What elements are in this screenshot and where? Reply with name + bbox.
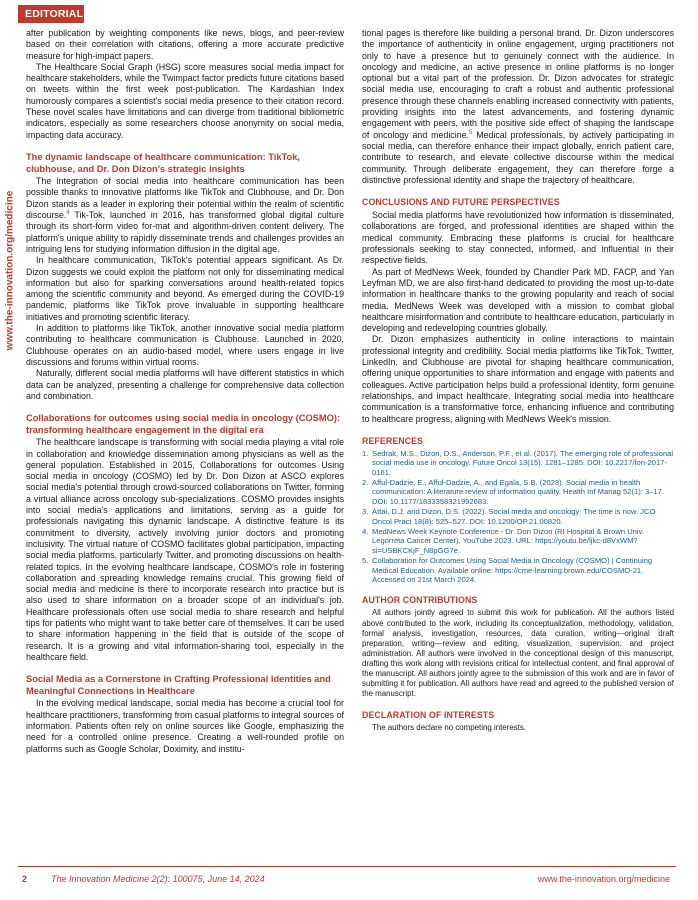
reference-text: Collaboration for Outcomes Using Social Media in Oncology (COSMO) | Continuing Medical Education. Available online: https://cme-learning.brown.edu/COSMO-21. Accessed on 21st March 2024. — [372, 556, 653, 585]
reference-text: Attai, D.J. and Dizon, D.S. (2022). Social media and oncology: The time is now. JCO Oncol Pract 18(8): 525–527. DOI: 10.1200/OP.21.00820. — [372, 507, 656, 526]
section-heading: Social Media as a Cornerstone in Crafting Professional Identities and Meaningful Connections in Healthcare — [26, 674, 331, 696]
paragraph-text: The integration of social media into healthcare communication has been possible thanks to innovative platforms like TikTok and Clubhouse, and Dr. Don Dizon stands as a leader in exploring their potential within the realm of scientific discourse. — [26, 176, 344, 221]
paragraph: Dr. Dizon emphasizes authenticity in online interactions to maintain professional integrity and credibility. Social media platforms like TikTok, Twitter, LinkedIn, and Clubhouse are pivotal for shaping healthcare communication, offering unique opportunities to share information and engage with patients and colleagues. Active participation helps build a professional identity, form genuine relationships, and impact healthcare. Integrating social media into healthcare communication is a transformative force, enhancing influence and contributing to healthcare progress, aligning with MedNews Week's mission. — [362, 334, 674, 424]
citation-marker[interactable]: 4 — [66, 210, 70, 217]
reference-list — [362, 449, 674, 585]
reference-text: MedNews Week Keynote Conference - Dr. Don Dizon (RI Hospital & Brown Univ. Legorreta Cancer Center). YouTube 2023. URL: https://youtu.be/ljkc-d8VxWM?si=USBKCKjF_N8pGG7e. — [372, 527, 644, 555]
page-number: 2 — [22, 874, 28, 884]
section-heading: REFERENCES — [362, 435, 424, 446]
paragraph — [362, 28, 674, 186]
section-heading: AUTHOR CONTRIBUTIONS — [362, 595, 478, 606]
paragraph: The authors declare no competing interests. — [372, 723, 526, 733]
paragraph: The healthcare landscape is transforming with social media playing a vital role in collaboration and knowledge dissemination among physicians as well as the general population. Established in 2015, Collaborations for outcomes Using social media in oncology (COSMO) led by Dr. Don Dizon at ASCO explores social media's potential through crowd-sourced collaborations on Twitter, forming a virtual alliance across oncology sub-specializations. COSMO provides insights into social media's applications and limitations, serving as a guide for professionals navigating this dynamic landscape. A distinctive feature is its commitment to diversity, actively involving junior doctors and promoting inclusivity. The virtual nature of COSMO facilitates global participation, impacting social media platforms, particularly Twitter, and promoting discussions on health-related topics. In the evolving healthcare landscape, COSMO's role in fostering collaboration and spreading knowledge remains crucial. This growing field of social media and medicine is there to incorporate research into practice but is also used to share information on a broader scope of an individual's job. Healthcare professionals often use social media to share research and helpful tips for patients who might want to take better care of themselves. It can be used to share information happening in the field that is outside of the scope of research. It is a growing and vital information-sharing tool, especially in the healthcare field. — [26, 437, 344, 662]
paragraph: In addition to platforms like TikTok, another innovative social media platform contributing to healthcare communication is Clubhouse. Launched in 2020, Clubhouse operates on an audio-based model, where users engage in live discussions and forums within virtual rooms. — [26, 323, 344, 367]
reference-number: 2. — [362, 478, 369, 488]
reference-number: 1. — [362, 448, 369, 458]
paragraph: As part of MedNews Week, founded by Chandler Park MD, FACP, and Yan Leyfman MD, we are also first-hand dedicated to providing the most up-to-date information in healthcare thanks to the growing popularity and reach of social media. MedNews Week was developed with a mission to combat global healthcare misinformation and contribute to healthcare education, particularly in developing and redeveloping countries globally. — [362, 266, 674, 334]
footer-site-link[interactable]: www.the-innovation.org/medicine — [537, 874, 670, 884]
paragraph-text: Medical professionals, by actively participating in social media, can therefore enhance their impact globally, enrich patient care, contribute to research, and elevate collective discourse within the medical community. Through deliberate engagement, they can therefore forge a distinctive professional identity and shape the trajectory of healthcare. — [362, 129, 674, 185]
paragraph: Naturally, different social media platforms will have different statistics in which data can be analyzed, presenting a challenge for comprehensive data collection and combination. — [26, 368, 344, 401]
paragraph: The Healthcare Social Graph (HSG) score measures social media impact for healthcare stakeholders, while the Twimpact factor predicts future citations based on tweets within the first week post-publication. The Kardashian Index humorously compares a scientist's social media presence to their citation record. These novel scales have limitations and can diverge from traditional bibliometric indicators, especially as some researchers choose anonymity on social media, impacting data accuracy. — [26, 61, 344, 140]
paragraph: In the evolving medical landscape, social media has become a crucial tool for healthcare practitioners, transforming from casual platforms to integral sources of information. Patients often rely on online sources like Google, emphasizing the need for a controlled online presence. Creating a well-rounded profile on platforms such as Google Scholar, Doximity, and institu- — [26, 698, 344, 754]
side-url-text: www.the-innovation.org/medicine — [4, 190, 16, 350]
section-heading: DECLARATION OF INTERESTS — [362, 710, 495, 721]
reference-number: 5. — [362, 556, 369, 566]
section-heading: Collaborations for outcomes using social media in oncology (COSMO): transforming healthcare engagement in the digital era — [26, 413, 341, 435]
section-heading: CONCLUSIONS AND FUTURE PERSPECTIVES — [362, 197, 560, 208]
paragraph: All authors jointly agreed to submit this work for publication. All the authors listed above contributed to the work, including its conceptualization, methodology, validation, formal analysis, investigation, resources, data curation, writing—original draft preparation, writing—review and editing, visualization, supervision, and project administration. All authors were involved in the conceptional design of this manuscript, drafting this work along with revisions critical for intellectual content, and final approval of the manuscript. All authors jointly agree to the submission of this work and are in favor of submitting it for publication. All authors have read and agreed to the published version of the manuscript. — [362, 608, 674, 699]
footer-divider — [18, 866, 676, 867]
contributions-block — [362, 608, 674, 699]
reference-item[interactable] — [362, 507, 674, 526]
side-url — [2, 120, 18, 420]
page-footer — [22, 872, 670, 886]
reference-item[interactable] — [362, 449, 674, 477]
paragraph-text: Tik-Tok, launched in 2016, has transformed global digital culture through its short-form video for-mat and algorithm-driven content delivery. The platform's unique ability to rapidly disseminate trends and challenges provides an intriguing lens for studying information diffusion in the digital age. — [26, 210, 344, 254]
section-heading: The dynamic landscape of healthcare communication: TikTok, clubhouse, and Dr. Don Dizon's strategic insights — [26, 151, 300, 174]
journal-citation: The Innovation Medicine 2(2): 100075, June 14, 2024 — [51, 874, 265, 884]
right-column — [362, 28, 674, 733]
reference-number: 4. — [362, 527, 369, 537]
reference-number: 3. — [362, 507, 369, 517]
paragraph: In healthcare communication, TikTok's potential appears significant. As Dr. Dizon suggests we could exploit the platform not only for disseminating medical information but also for sparking conversations around health-related topics among the scientific community and beyond. As emerged during the COVID-19 pandemic, platforms like TikTok prove invaluable in supporting healthcare initiatives and promoting scientific literacy. — [26, 255, 344, 322]
reference-text: Afful-Dadzie, E., Afful-Dadzie, A., and Egala, S.B. (2023). Social media in health communication: A literature review of information quality. Health Inf Manag 52(1): 3–17. DOI: 10.1177/1833358321992683. — [372, 478, 664, 506]
paragraph-text: tional pages is therefore like building a personal brand. Dr. Dizon underscores the importance of authenticity in online engagement, urging practitioners not only to have a presence but to genuinely connect with the audience. In oncology and medicine, an active presence in online platforms is no longer optional but a vital part of the profession. Dr. Dizon advocates for strategic social media use, encouraging to craft a robust and authentic professional presence through these channels enabling increased connectivity with patients, providing insights into the latest advancements, and fostering dynamic engagement with peers, with the positive side effect of shaping the landscape of oncology and medicine. — [362, 28, 674, 140]
interests-block — [362, 723, 674, 733]
reference-item[interactable] — [362, 478, 674, 506]
reference-item[interactable] — [362, 556, 674, 584]
left-column — [26, 28, 344, 755]
citation-marker[interactable]: 5 — [469, 129, 473, 136]
section-tag: EDITORIAL — [18, 5, 84, 23]
reference-item[interactable] — [362, 527, 674, 555]
reference-text: Sedrak, M.S., Dizon, D.S., Anderson, P.F., et al. (2017). The emerging role of professional social media use in oncology. Future Oncol 13(15): 1281–1285. DOI: 10.2217/fon-2017-0161. — [372, 448, 674, 477]
paragraph — [26, 176, 344, 255]
paragraph: after publication by weighting components like news, blogs, and peer-review based on their correlation with citations, offering a more accurate predictive measure for high-impact papers. — [26, 28, 344, 61]
paragraph: Social media platforms have revolutionized how information is disseminated, collaborations are forged, and professional identities are shaped within the medical community. Embracing these platforms is crucial for healthcare professionals seeking to stay connected, informed, and influential in their respective fields. — [362, 210, 674, 266]
